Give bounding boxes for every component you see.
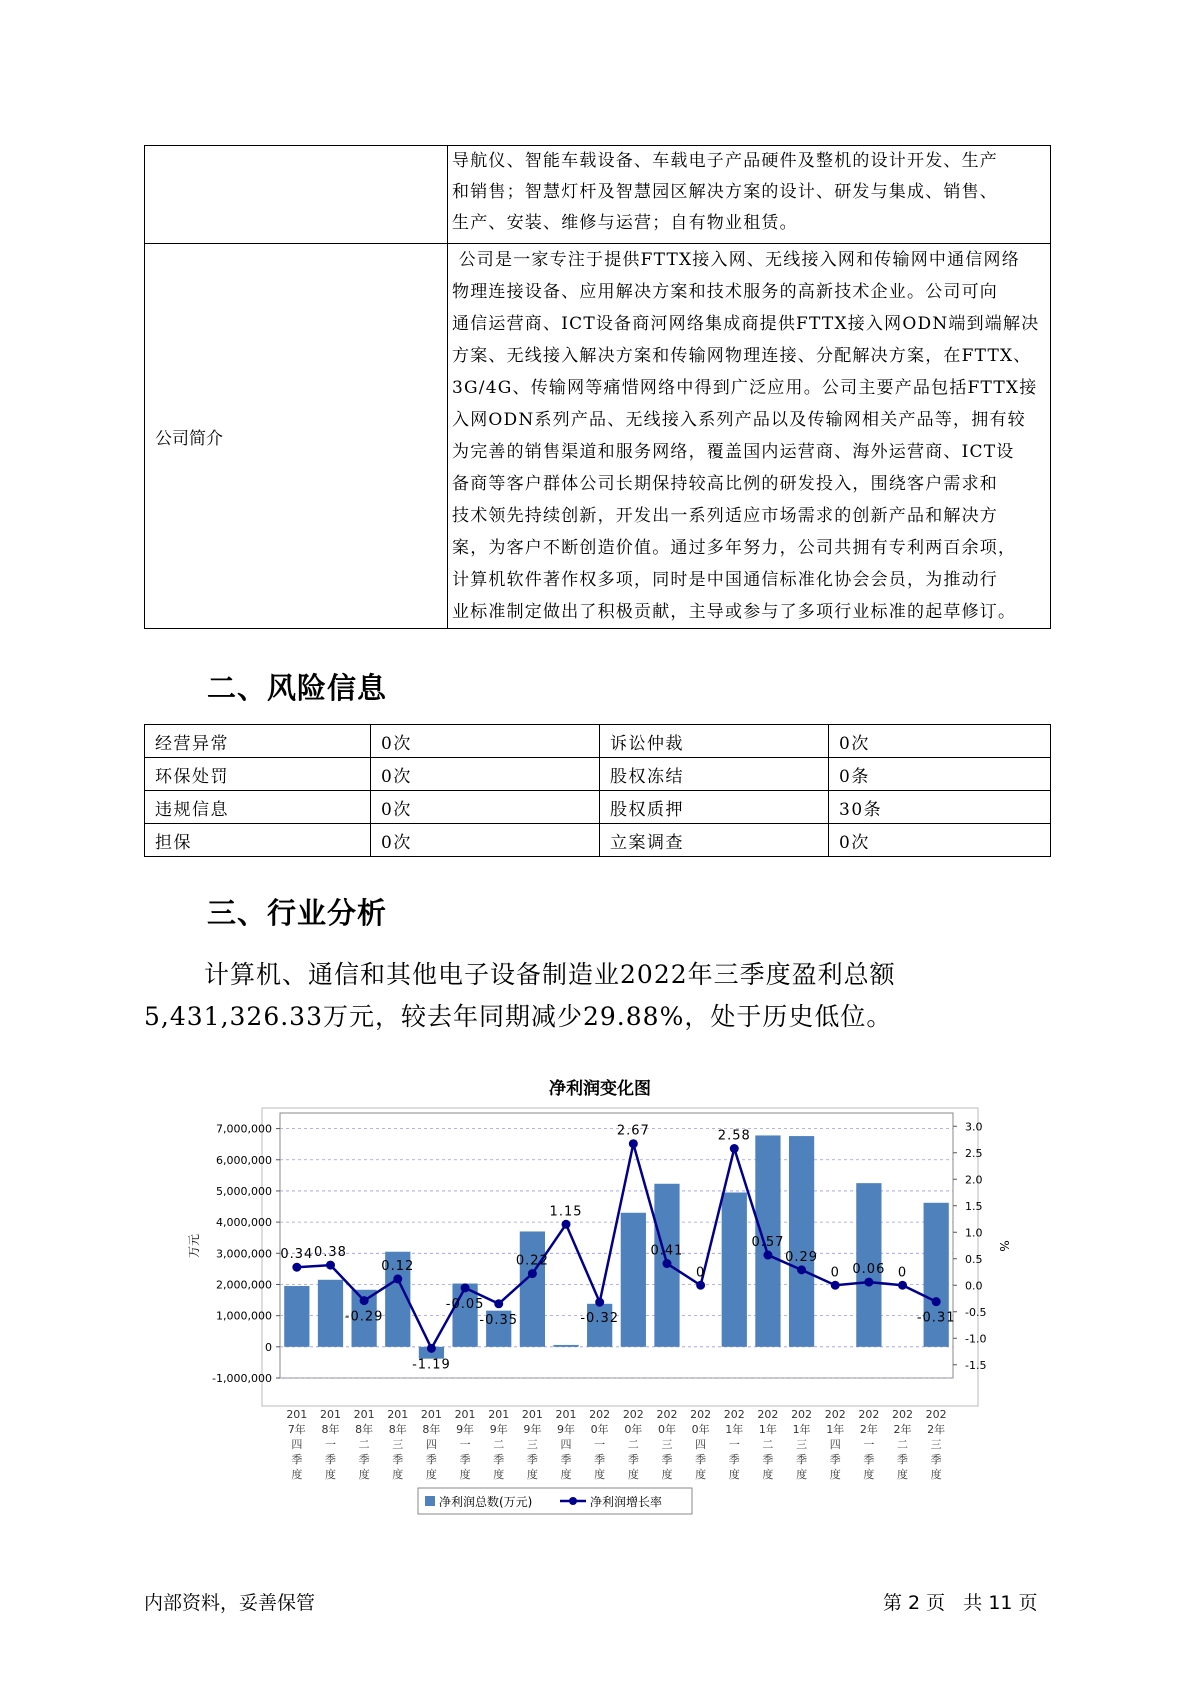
risk-value: 0条 bbox=[829, 758, 1051, 791]
data-label: -0.05 bbox=[445, 1296, 485, 1312]
business-scope-cell bbox=[448, 146, 1051, 244]
bar bbox=[318, 1280, 343, 1347]
growth-point bbox=[898, 1281, 907, 1290]
growth-point bbox=[797, 1265, 806, 1274]
growth-point bbox=[629, 1139, 638, 1148]
data-label: 2.67 bbox=[616, 1123, 650, 1139]
data-label: 0.34 bbox=[280, 1247, 314, 1263]
y-tick-label: -1,000,000 bbox=[212, 1372, 272, 1385]
intro-line: 备商等客户群体公司长期保持较高比例的研发投入，围绕客户需求和 bbox=[452, 474, 998, 494]
legend-line-marker bbox=[569, 1497, 577, 1505]
intro-line: 为完善的销售渠道和服务网络，覆盖国内运营商、海外运营商、ICT设 bbox=[452, 442, 1015, 462]
risk-label: 违规信息 bbox=[145, 791, 371, 824]
scope-label-cell bbox=[145, 146, 448, 244]
y-tick-label: 6,000,000 bbox=[216, 1153, 272, 1167]
growth-point bbox=[730, 1144, 739, 1153]
y-tick-label: 0 bbox=[265, 1340, 272, 1354]
x-tick-label: 202 2年三季度 bbox=[925, 1408, 947, 1481]
intro-line: 业标准制定做出了积极贡献，主导或参与了多项行业标准的起草修订。 bbox=[452, 602, 1017, 622]
x-tick-label: 201 9年四季度 bbox=[555, 1408, 577, 1481]
data-label: 0 bbox=[695, 1265, 706, 1281]
data-label: 0.22 bbox=[515, 1253, 549, 1269]
footer-page-number: 第 2 页 共 11 页 bbox=[883, 1592, 1038, 1614]
growth-point bbox=[528, 1269, 537, 1278]
data-label: 0.29 bbox=[785, 1249, 819, 1265]
analysis-paragraph-line: 计算机、通信和其他电子设备制造业2022年三季度盈利总额 bbox=[204, 960, 896, 989]
y2-tick-label: 1.0 bbox=[965, 1226, 983, 1240]
growth-point bbox=[595, 1298, 604, 1307]
scope-row bbox=[145, 146, 1051, 244]
risk-label: 股权质押 bbox=[600, 791, 829, 824]
growth-point bbox=[696, 1281, 705, 1290]
growth-point bbox=[427, 1344, 436, 1353]
growth-point bbox=[393, 1274, 402, 1283]
y-tick-label: 1,000,000 bbox=[216, 1309, 272, 1323]
y2-tick-label: -0.5 bbox=[965, 1305, 987, 1319]
section-title-risk: 二、风险信息 bbox=[207, 671, 388, 705]
bar bbox=[789, 1136, 814, 1347]
intro-label: 公司简介 bbox=[145, 244, 448, 629]
y-tick-label: 3,000,000 bbox=[216, 1247, 272, 1261]
chart-title: 净利润变化图 bbox=[549, 1079, 651, 1099]
legend-bar-label: 净利润总数(万元) bbox=[439, 1495, 533, 1509]
y-tick-label: 4,000,000 bbox=[216, 1216, 272, 1230]
table-row bbox=[145, 791, 1051, 824]
intro-line: 入网ODN系列产品、无线接入系列产品以及传输网相关产品等，拥有较 bbox=[452, 410, 1026, 430]
risk-label: 经营异常 bbox=[145, 725, 371, 758]
x-tick-label: 201 7年四季度 bbox=[286, 1408, 308, 1481]
plot-area bbox=[280, 1113, 953, 1378]
risk-value: 0次 bbox=[829, 725, 1051, 758]
y-tick-label: 5,000,000 bbox=[216, 1184, 272, 1198]
table-row bbox=[145, 824, 1051, 857]
data-label: 0.38 bbox=[313, 1245, 347, 1261]
data-label: -0.29 bbox=[344, 1309, 384, 1325]
data-label: 0 bbox=[830, 1265, 840, 1281]
data-label: 0.06 bbox=[852, 1262, 886, 1278]
x-tick-label: 202 0年三季度 bbox=[656, 1408, 678, 1481]
y-axis-label: 万元 bbox=[187, 1233, 201, 1259]
data-label: 1.15 bbox=[549, 1204, 583, 1220]
net-profit-chart bbox=[180, 1068, 1011, 1528]
y2-tick-label: -1.0 bbox=[965, 1332, 987, 1346]
risk-value: 0次 bbox=[371, 791, 600, 824]
risk-label: 环保处罚 bbox=[145, 758, 371, 791]
y2-tick-label: 0.0 bbox=[965, 1279, 983, 1293]
growth-point bbox=[932, 1297, 941, 1306]
y2-axis-label: % bbox=[997, 1240, 1011, 1252]
data-label: 2.58 bbox=[717, 1128, 751, 1144]
bar bbox=[621, 1213, 646, 1347]
scope-line: 导航仪、智能车载设备、车载电子产品硬件及整机的设计开发、生产 bbox=[452, 151, 998, 171]
risk-value: 30条 bbox=[829, 791, 1051, 824]
section-title-industry: 三、行业分析 bbox=[207, 896, 388, 930]
risk-label: 诉讼仲裁 bbox=[600, 725, 829, 758]
intro-line: 技术领先持续创新，开发出一系列适应市场需求的创新产品和解决方 bbox=[452, 506, 998, 526]
risk-value: 0次 bbox=[829, 824, 1051, 857]
bar bbox=[284, 1286, 309, 1347]
risk-label: 立案调查 bbox=[600, 824, 829, 857]
x-tick-label: 201 8年一季度 bbox=[319, 1408, 341, 1481]
growth-point bbox=[326, 1261, 335, 1270]
growth-point bbox=[461, 1283, 470, 1292]
x-tick-label: 201 9年一季度 bbox=[454, 1408, 476, 1481]
growth-point bbox=[494, 1299, 503, 1308]
x-tick-label: 202 1年四季度 bbox=[824, 1408, 846, 1481]
risk-info-table bbox=[144, 724, 1051, 857]
company-info-table bbox=[144, 145, 1051, 629]
y2-tick-label: -1.5 bbox=[965, 1358, 987, 1372]
x-tick-label: 202 2年二季度 bbox=[892, 1408, 914, 1481]
intro-line: 通信运营商、ICT设备商河网络集成商提供FTTX接入网ODN端到端解决 bbox=[452, 314, 1040, 334]
data-label: 0.12 bbox=[381, 1258, 415, 1274]
growth-point bbox=[864, 1278, 873, 1287]
intro-line: 方案、无线接入解决方案和传输网物理连接、分配解决方案，在FTTX、 bbox=[452, 346, 1032, 366]
legend-bar-swatch bbox=[425, 1496, 435, 1506]
analysis-paragraph-line: 5,431,326.33万元，较去年同期减少29.88%，处于历史低位。 bbox=[144, 1002, 893, 1031]
intro-line: 3G/4G、传输网等痛惜网络中得到广泛应用。公司主要产品包括FTTX接 bbox=[452, 378, 1038, 398]
data-label: -0.32 bbox=[580, 1311, 619, 1327]
bar bbox=[553, 1345, 578, 1347]
data-label: -0.31 bbox=[916, 1310, 956, 1326]
x-tick-label: 202 0年四季度 bbox=[690, 1408, 712, 1481]
bar bbox=[722, 1193, 747, 1347]
x-tick-label: 201 8年四季度 bbox=[420, 1408, 442, 1481]
growth-point bbox=[662, 1259, 671, 1268]
y2-tick-label: 2.5 bbox=[965, 1146, 983, 1160]
table-row bbox=[145, 725, 1051, 758]
x-tick-label: 202 1年二季度 bbox=[757, 1408, 779, 1481]
intro-line: 案，为客户不断创造价值。通过多年努力，公司共拥有专利两百余项， bbox=[452, 538, 1017, 558]
x-tick-label: 202 0年一季度 bbox=[589, 1408, 611, 1481]
data-label: 0.57 bbox=[751, 1235, 785, 1251]
risk-value: 0次 bbox=[371, 725, 600, 758]
growth-point bbox=[562, 1220, 571, 1229]
growth-point bbox=[292, 1263, 301, 1272]
growth-point bbox=[360, 1296, 369, 1305]
y2-tick-label: 0.5 bbox=[965, 1252, 983, 1266]
x-tick-label: 202 0年二季度 bbox=[622, 1408, 644, 1481]
table-row bbox=[145, 758, 1051, 791]
legend-line-label: 净利润增长率 bbox=[590, 1495, 663, 1509]
intro-row bbox=[145, 244, 1051, 629]
risk-value: 0次 bbox=[371, 824, 600, 857]
growth-point bbox=[831, 1281, 840, 1290]
company-intro-cell bbox=[448, 244, 1051, 629]
x-tick-label: 202 1年三季度 bbox=[791, 1408, 813, 1481]
data-label: -1.19 bbox=[412, 1357, 451, 1373]
y-tick-label: 7,000,000 bbox=[216, 1122, 272, 1136]
y2-tick-label: 3.0 bbox=[965, 1120, 983, 1134]
x-tick-label: 202 1年一季度 bbox=[723, 1408, 745, 1481]
risk-value: 0次 bbox=[371, 758, 600, 791]
risk-label: 担保 bbox=[145, 824, 371, 857]
y2-tick-label: 2.0 bbox=[965, 1173, 983, 1187]
growth-point bbox=[763, 1251, 772, 1260]
scope-line: 和销售；智慧灯杆及智慧园区解决方案的设计、研发与集成、销售、 bbox=[452, 182, 998, 202]
x-tick-label: 202 2年一季度 bbox=[858, 1408, 880, 1481]
data-label: 0.41 bbox=[650, 1243, 684, 1259]
data-label: -0.35 bbox=[479, 1312, 519, 1328]
footer-confidential: 内部资料，妥善保管 bbox=[144, 1592, 316, 1614]
scope-line: 生产、安装、维修与运营；自有物业租赁。 bbox=[452, 213, 798, 233]
intro-line: 公司是一家专注于提供FTTX接入网、无线接入网和传输网中通信网络 bbox=[452, 250, 1020, 270]
risk-label: 股权冻结 bbox=[600, 758, 829, 791]
data-label: 0 bbox=[897, 1265, 908, 1281]
x-tick-label: 201 8年二季度 bbox=[353, 1408, 375, 1481]
y2-tick-label: 1.5 bbox=[965, 1199, 983, 1213]
x-tick-label: 201 9年三季度 bbox=[521, 1408, 543, 1481]
intro-line: 计算机软件著作权多项，同时是中国通信标准化协会会员，为推动行 bbox=[452, 570, 998, 590]
x-tick-label: 201 8年三季度 bbox=[387, 1408, 409, 1481]
intro-line: 物理连接设备、应用解决方案和技术服务的高新技术企业。公司可向 bbox=[452, 282, 998, 302]
x-tick-label: 201 9年二季度 bbox=[488, 1408, 510, 1481]
bar bbox=[520, 1231, 545, 1346]
y-tick-label: 2,000,000 bbox=[216, 1278, 272, 1292]
